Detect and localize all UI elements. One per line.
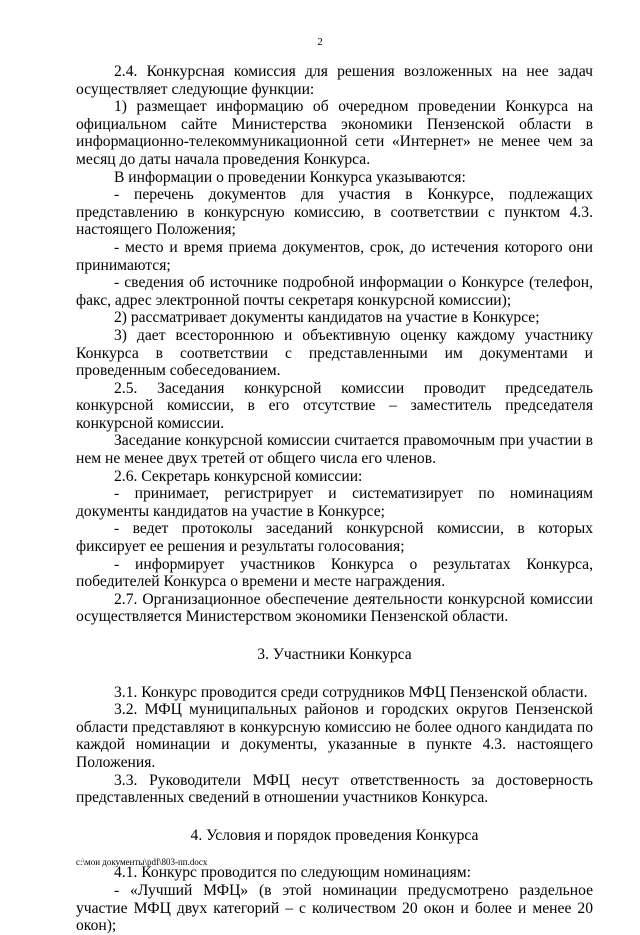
file-path-footer: c:\мои документы\pdf\803-пп.docx <box>76 857 208 867</box>
section-heading-4: 4. Условия и порядок проведения Конкурса <box>190 826 479 844</box>
paragraph-quorum: Заседание конкурсной комиссии считается правомочным при участии в нем не менее двух третей от общего числа его членов. <box>76 432 593 468</box>
list-item-place-time: - место и время приема документов, срок, до истечения которого они принимаются; <box>76 238 593 274</box>
paragraph-function-3: 3) дает всестороннюю и объективную оценку каждому участнику Конкурса в соответствии с представленными им документами и проведенным собеседованием. <box>76 326 593 380</box>
document-body <box>76 63 593 935</box>
list-item-informs: - информирует участников Конкурса о результатах Конкурса, победителей Конкурса о времени и месте награждения. <box>76 555 593 591</box>
paragraph-2-4: 2.4. Конкурсная комиссия для решения возложенных на нее задач осуществляет следующие функции: <box>76 63 593 98</box>
paragraph-3-1: 3.1. Конкурс проводится среди сотрудников МФЦ Пензенской области. <box>114 683 588 701</box>
paragraph-function-1: 1) размещает информацию об очередном проведении Конкурса на официальном сайте Министерства экономики Пензенской области в информационно-телекоммуникационной сети «Интернет» не менее чем за месяц до даты начала проведения Конкурса. <box>76 98 593 168</box>
page-number: 2 <box>317 36 323 48</box>
paragraph-function-2: 2) рассматривает документы кандидатов на участие в Конкурсе; <box>114 309 540 327</box>
section-heading-3: 3. Участники Конкурса <box>257 646 412 663</box>
list-item-contact-info: - сведения об источнике подробной информации о Конкурсе (телефон, факс, адрес электронной почты секретаря конкурсной комиссии); <box>76 274 593 309</box>
paragraph-4-1: 4.1. Конкурс проводится по следующим номинациям: <box>114 864 471 882</box>
list-item-documents: - перечень документов для участия в Конкурсе, подлежащих представлению в конкурсную комиссию, в соответствии с пунктом 4.3. настоящего Положения; <box>76 186 593 239</box>
paragraph-info-intro: В информации о проведении Конкурса указываются: <box>114 168 466 186</box>
paragraph-3-3: 3.3. Руководители МФЦ несут ответственность за достоверность представленных сведений в отношении участников Конкурса. <box>76 771 593 807</box>
paragraph-3-2: 3.2. МФЦ муниципальных районов и городских округов Пензенской области представляют в конкурсную комиссию не более одного кандидата по каждой номинации и документы, указанные в пункте 4.3. настоящего Положения. <box>76 701 593 771</box>
list-item-best-mfc: - «Лучший МФЦ» (в этой номинации предусмотрено раздельное участие МФЦ двух категорий – с количеством 20 окон и более и менее 20 окон); <box>76 881 593 935</box>
paragraph-2-5: 2.5. Заседания конкурсной комиссии проводит председатель конкурсной комиссии, в его отсутствие – заместитель председателя конкурсной комиссии. <box>76 379 593 432</box>
paragraph-2-7: 2.7. Организационное обеспечение деятельности конкурсной комиссии осуществляется Министерством экономики Пензенской области. <box>76 590 593 626</box>
paragraph-2-6: 2.6. Секретарь конкурсной комиссии: <box>114 467 363 485</box>
list-item-protocols: - ведет протоколы заседаний конкурсной комиссии, в которых фиксирует ее решения и результаты голосования; <box>76 520 593 556</box>
list-item-registers: - принимает, регистрирует и систематизирует по номинациям документы кандидатов на участие в Конкурсе; <box>76 485 593 520</box>
